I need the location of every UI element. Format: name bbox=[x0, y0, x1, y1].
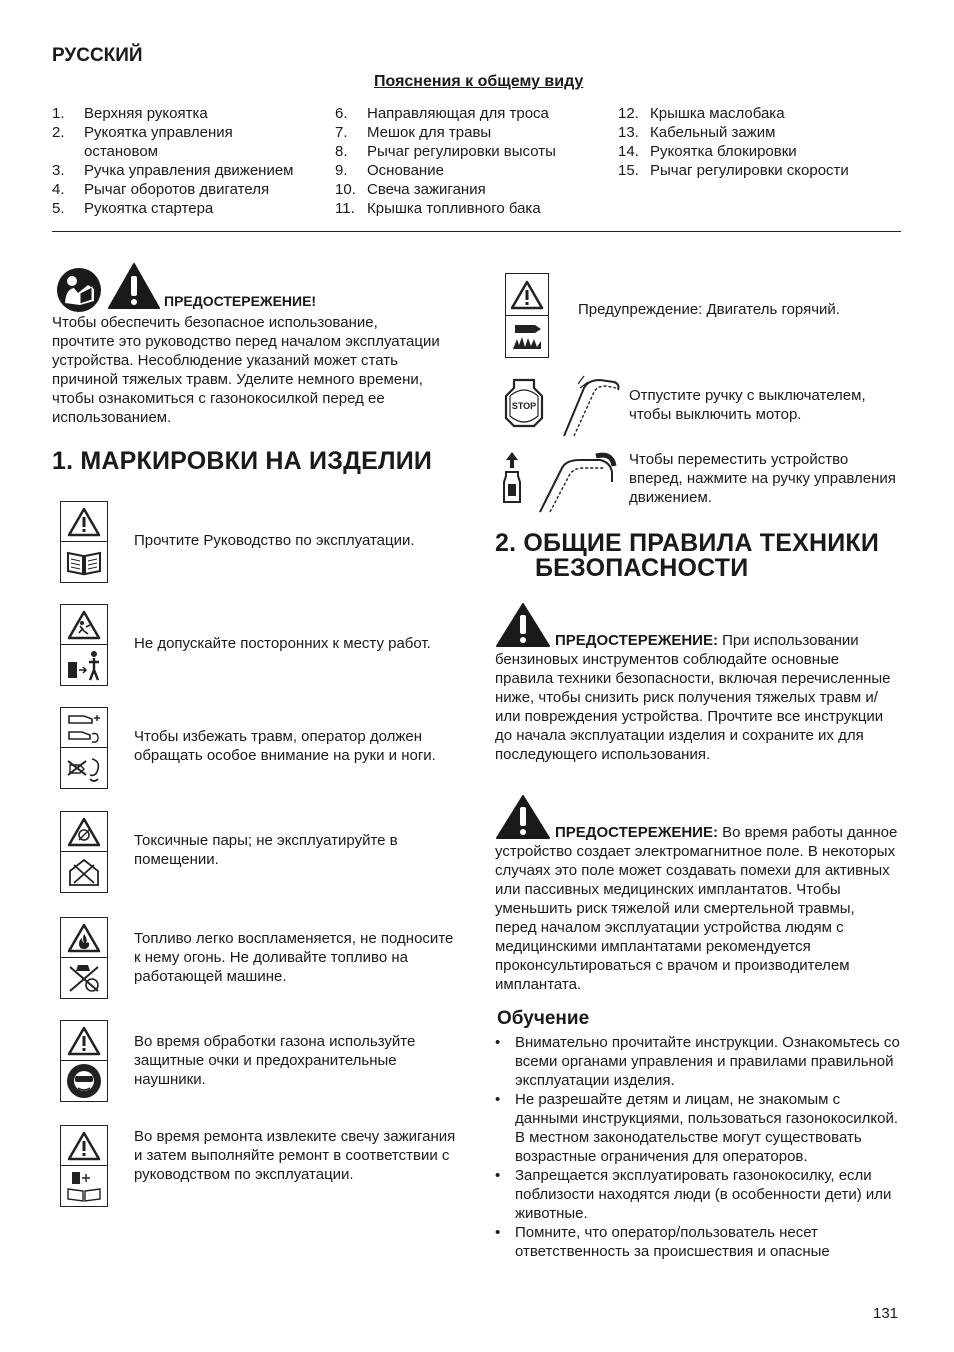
legend-column-2 bbox=[335, 104, 605, 218]
section-title: 2. ОБЩИЕ ПРАВИЛА ТЕХНИКИ bbox=[495, 529, 880, 557]
stop-label: STOP bbox=[511, 401, 537, 411]
legend-item: 15. Рычаг регулировки скорости bbox=[618, 162, 849, 179]
training-bullets bbox=[495, 1033, 900, 1261]
legend-title: Пояснения к общему виду bbox=[374, 73, 584, 90]
legend-item: 13. Кабельный зажим bbox=[618, 124, 776, 141]
legend-item: 2. Рукоятка управления остановом bbox=[52, 124, 233, 160]
subsection-title: Обучение bbox=[497, 1008, 590, 1029]
list-item: • Запрещается эксплуатировать газонокосилку, если поблизости находятся люди (в особенности дети) или животные. bbox=[495, 1167, 892, 1222]
legend-item: 4. Рычаг оборотов двигателя bbox=[52, 181, 270, 198]
legend-item: 14. Рукоятка блокировки bbox=[618, 143, 797, 160]
flammable-fuel-symbol bbox=[60, 917, 108, 999]
legend-column-1 bbox=[52, 104, 322, 218]
legend-item: 3. Ручка управления движением bbox=[52, 162, 294, 179]
right-symbol-text: Предупреждение: Двигатель горячий. bbox=[578, 301, 840, 318]
warning-triangle-icon bbox=[107, 262, 161, 310]
stop-handle-symbol bbox=[500, 374, 624, 440]
warning-label: ПРЕДОСТЕРЕЖЕНИЕ! bbox=[164, 293, 317, 309]
list-item: • Помните, что оператор/пользователь несет ответственность за происшествия и опасные bbox=[495, 1224, 830, 1260]
right-symbol-text: Отпустите ручку с выключателем, чтобы выключить мотор. bbox=[629, 387, 866, 423]
hot-engine-symbol bbox=[505, 273, 549, 358]
section-title-continued: БЕЗОПАСНОСТИ bbox=[535, 554, 749, 582]
hands-feet-symbol bbox=[60, 707, 108, 789]
warning-paragraph: ПРЕДОСТЕРЕЖЕНИЕ: Во время работы данное устройство создает электромагнитное поле. В некоторых случаях это поле может создавать помехи для активных или пассивных медицинских имплантатов. Чтобы уменьшить риск тяжелой или смертельной травмы, перед началом эксплуатации устройства людям с медицинскими имплантатами рекомендуется проконсультироваться с врачом и производителем имплантата. bbox=[495, 824, 898, 993]
protective-gear-symbol bbox=[60, 1020, 108, 1102]
list-item: • Внимательно прочитайте инструкции. Ознакомьтесь со всеми органами управления и правилами правильной эксплуатации изделия. bbox=[495, 1034, 900, 1089]
list-item: • Не разрешайте детям и лицам, не знакомым с данными инструкциями, пользоваться газонокосилкой. В местном законодательстве могут существовать возрастные ограничения для операторов. bbox=[495, 1091, 899, 1165]
legend-item: 7. Мешок для травы bbox=[335, 124, 492, 141]
legend-item: 10. Свеча зажигания bbox=[335, 181, 486, 198]
read-manual-icon bbox=[56, 267, 102, 313]
section-title: 1. МАРКИРОВКИ НА ИЗДЕЛИИ bbox=[52, 447, 433, 475]
legend-item: 11. Крышка топливного бака bbox=[335, 200, 541, 217]
warning-text: Чтобы обеспечить безопасное использование, прочтите это руководство перед началом эксплуатации устройства. Несоблюдение указаний может стать причиной тяжелых травм. Уделите немного времени, чтобы ознакомиться с газонокосилкой перед ее использованием. bbox=[52, 314, 440, 426]
read-manual-symbol bbox=[60, 501, 108, 583]
legend-item: 5. Рукоятка стартера bbox=[52, 200, 214, 217]
language-heading: РУССКИЙ bbox=[52, 45, 143, 66]
toxic-fumes-symbol bbox=[60, 811, 108, 893]
legend-item: 8. Рычаг регулировки высоты bbox=[335, 143, 556, 160]
divider bbox=[52, 231, 901, 232]
keep-bystanders-away-symbol bbox=[60, 604, 108, 686]
legend-column-3 bbox=[618, 104, 888, 180]
legend-item: 1. Верхняя рукоятка bbox=[52, 105, 208, 122]
drive-forward-symbol bbox=[500, 448, 624, 516]
warning-paragraph: ПРЕДОСТЕРЕЖЕНИЕ: При использовании бензиновых инструментов соблюдайте основные правила техники безопасности, включая перечисленные ниже, чтобы снизить риск получения тяжелых травм и/или повреждения устройства. Прочтите все инструкции до начала эксплуатации изделия и сохраните их для последующего использования. bbox=[495, 632, 891, 763]
legend-item: 12. Крышка маслобака bbox=[618, 105, 785, 122]
page-number: 131 bbox=[873, 1305, 899, 1322]
right-symbol-text: Чтобы переместить устройство вперед, нажмите на ручку управления движением. bbox=[629, 451, 896, 506]
legend-item: 9. Основание bbox=[335, 162, 444, 179]
legend-item: 6. Направляющая для троса bbox=[335, 105, 549, 122]
maintenance-spark-plug-symbol bbox=[60, 1125, 108, 1207]
